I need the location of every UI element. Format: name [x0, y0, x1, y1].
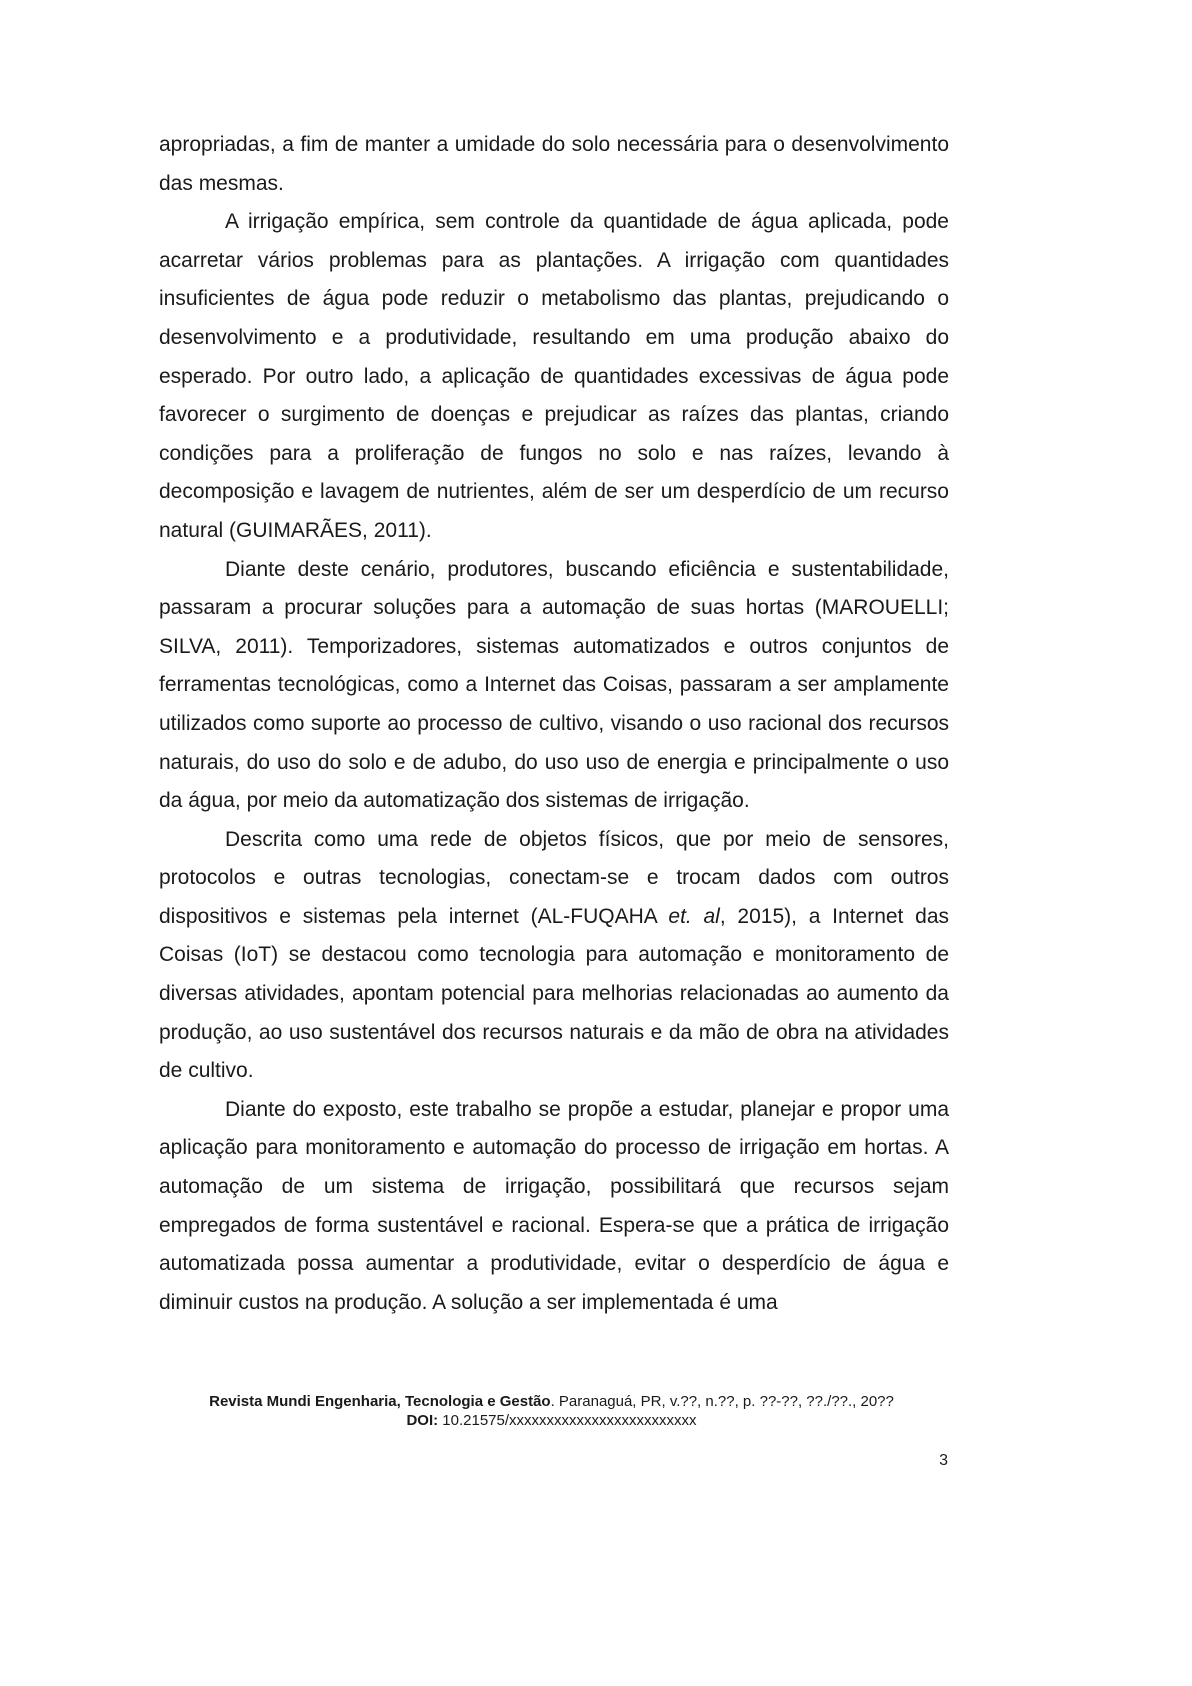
- paragraph-4-part-1: Descrita como uma rede de objetos físicos, que por meio de sensores, protocolos e outras tecnologias, conectam-se e trocam dados com outros dispositivos e sistemas pela internet (AL-FUQAHA: [159, 827, 949, 928]
- footer-doi-line: [60, 1411, 1043, 1430]
- doi-value: 10.21575/xxxxxxxxxxxxxxxxxxxxxxxxx: [438, 1412, 697, 1429]
- page-number: 3: [939, 1452, 948, 1469]
- footer-journal-line: [60, 1392, 1043, 1411]
- body-text: [159, 126, 949, 1322]
- paragraph-2: A irrigação empírica, sem controle da quantidade de água aplicada, pode acarretar vários problemas para as plantações. A irrigação com quantidades insuficientes de água pode reduzir o metabolismo das plantas, prejudicando o desenvolvimento e a produtividade, resultando em uma produção abaixo do esperado. Por outro lado, a aplicação de quantidades excessivas de água pode favorecer o surgimento de doenças e prejudicar as raízes das plantas, criando condições para a proliferação de fungos no solo e nas raízes, levando à decomposição e lavagem de nutrientes, além de ser um desperdício de um recurso natural (GUIMARÃES, 2011).: [159, 210, 949, 542]
- citation-italic: et. al: [668, 904, 720, 928]
- paragraph-1: apropriadas, a fim de manter a umidade do solo necessária para o desenvolvimento das mesmas.: [159, 133, 949, 195]
- paragraph-5: Diante do exposto, este trabalho se propõe a estudar, planejar e propor uma aplicação para monitoramento e automação do processo de irrigação em hortas. A automação de um sistema de irrigação, possibilitará que recursos sejam empregados de forma sustentável e racional. Espera-se que a prática de irrigação automatizada possa aumentar a produtividade, evitar o desperdício de água e diminuir custos na produção. A solução a ser implementada é uma: [159, 1097, 949, 1314]
- paragraph-4: [159, 821, 949, 1091]
- paragraph-4-part-2: , 2015), a Internet das Coisas (IoT) se destacou como tecnologia para automação e monitoramento de diversas atividades, apontam potencial para melhorias relacionadas ao aumento da produção, ao uso sustentável dos recursos naturais e da mão de obra na atividades de cultivo.: [159, 904, 949, 1083]
- paragraph-3: Diante deste cenário, produtores, buscando eficiência e sustentabilidade, passaram a procurar soluções para a automação de suas hortas (MAROUELLI; SILVA, 2011). Temporizadores, sistemas automatizados e outros conjuntos de ferramentas tecnológicas, como a Internet das Coisas, passaram a ser amplamente utilizados como suporte ao processo de cultivo, visando o uso racional dos recursos naturais, do uso do solo e de adubo, do uso uso de energia e principalmente o uso da água, por meio da automatização dos sistemas de irrigação.: [159, 557, 949, 813]
- journal-details: . Paranaguá, PR, v.??, n.??, p. ??-??, ??./??., 20??: [550, 1393, 894, 1410]
- journal-name: Revista Mundi Engenharia, Tecnologia e Gestão: [209, 1393, 551, 1410]
- doi-label: DOI:: [406, 1412, 439, 1429]
- page-footer: [60, 1392, 1043, 1430]
